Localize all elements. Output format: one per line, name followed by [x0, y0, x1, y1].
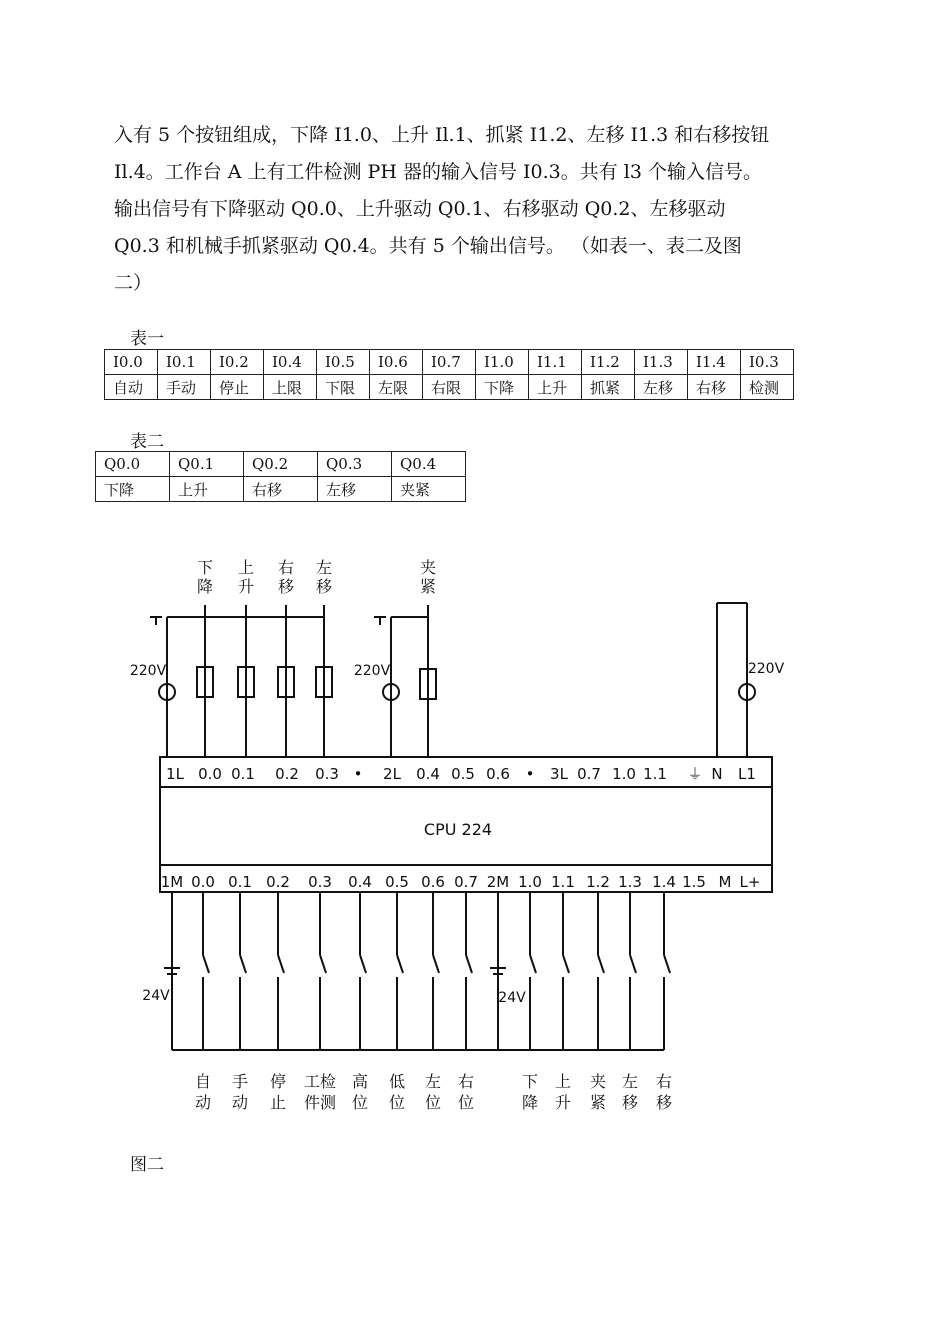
table-cell: 上升	[170, 477, 244, 502]
input-label: 升	[554, 1093, 572, 1112]
top-terminal-label: 0.2	[275, 765, 299, 783]
output-label: 右	[277, 558, 295, 577]
output-label: 移	[277, 577, 295, 596]
input-label: 动	[194, 1093, 212, 1112]
input-label: 移	[621, 1093, 639, 1112]
voltage-label: 220V	[129, 663, 167, 679]
table-cell: 右移	[244, 477, 318, 502]
bottom-terminal-label: 1.0	[518, 873, 542, 891]
table-cell: I1.4	[688, 350, 741, 375]
top-terminal-label: 1.0	[612, 765, 636, 783]
input-label: 低	[388, 1072, 406, 1091]
table-cell: 左移	[635, 375, 688, 400]
top-terminal-label: L1	[738, 765, 756, 783]
table-row	[105, 375, 794, 400]
table-cell: 自动	[105, 375, 158, 400]
switch-icon	[278, 955, 284, 973]
bottom-terminal-label: 1.5	[682, 873, 706, 891]
switch-icon	[320, 955, 326, 973]
top-terminal-label: 2L	[383, 765, 401, 783]
bottom-terminal-label: 0.4	[348, 873, 372, 891]
table-cell: 上升	[529, 375, 582, 400]
bottom-terminal-label: 0.2	[266, 873, 290, 891]
table-cell: I0.5	[317, 350, 370, 375]
switch-icon	[563, 955, 569, 973]
switch-icon	[360, 955, 366, 973]
input-label: 位	[424, 1093, 442, 1112]
table-cell: 左限	[370, 375, 423, 400]
top-terminal-label: 0.7	[577, 765, 601, 783]
table-cell: I0.1	[158, 350, 211, 375]
output-label: 下	[196, 558, 214, 577]
input-label: 止	[269, 1093, 287, 1112]
switch-icon	[630, 955, 636, 973]
paragraph-line: Q0.3 和机械手抓紧驱动 Q0.4。共有 5 个输出信号。 （如表一、表二及图	[114, 235, 742, 257]
voltage-label: 220V	[353, 663, 391, 679]
table-row	[105, 350, 794, 375]
output-label: 升	[237, 577, 255, 596]
input-label: 夹	[589, 1072, 607, 1091]
top-terminal-label: 3L	[550, 765, 568, 783]
table-cell: Q0.0	[96, 452, 170, 477]
table-cell: 夹紧	[392, 477, 466, 502]
switch-icon	[433, 955, 439, 973]
table-cell: Q0.4	[392, 452, 466, 477]
top-terminal-label: 0.0	[198, 765, 222, 783]
bottom-terminal-label: L+	[739, 873, 761, 891]
switch-icon	[203, 955, 209, 973]
input-label: 右	[655, 1072, 673, 1091]
table-row	[96, 477, 466, 502]
table-cell: Q0.2	[244, 452, 318, 477]
table-cell: 上限	[264, 375, 317, 400]
switch-icon	[598, 955, 604, 973]
table-cell: I0.2	[211, 350, 264, 375]
input-label: 位	[351, 1093, 369, 1112]
top-terminal-label: 0.3	[315, 765, 339, 783]
output-label: 夹	[419, 558, 437, 577]
bottom-terminal-label: 0.3	[308, 873, 332, 891]
bottom-terminal-label: 0.7	[454, 873, 478, 891]
output-table	[95, 451, 466, 502]
cpu-label: CPU 224	[423, 820, 493, 839]
bottom-terminal-label: 0.0	[191, 873, 215, 891]
input-label: 高	[351, 1072, 369, 1091]
bottom-terminal-label: 0.1	[228, 873, 252, 891]
table-cell: I1.3	[635, 350, 688, 375]
top-terminal-label: 0.4	[416, 765, 440, 783]
top-terminal-label: 0.6	[486, 765, 510, 783]
table-cell: I0.6	[370, 350, 423, 375]
bottom-terminal-label: M	[718, 873, 732, 891]
table1-caption: 表一	[130, 329, 164, 349]
input-label: 工检	[303, 1072, 337, 1091]
input-label: 件测	[303, 1093, 337, 1112]
table-cell: 下降	[96, 477, 170, 502]
table-cell: 下限	[317, 375, 370, 400]
bottom-terminal-label: 1.4	[652, 873, 676, 891]
top-terminal-label: 1.1	[643, 765, 667, 783]
table-cell: 检测	[741, 375, 794, 400]
top-terminal-label: 0.1	[231, 765, 255, 783]
table-cell: 停止	[211, 375, 264, 400]
top-terminal-label: 0.5	[451, 765, 475, 783]
input-label: 右	[457, 1072, 475, 1091]
input-label: 位	[457, 1093, 475, 1112]
top-terminal-label: •	[353, 765, 363, 783]
bottom-terminal-label: 2M	[486, 873, 510, 891]
top-terminal-label: ⏚	[687, 765, 703, 783]
table-row	[96, 452, 466, 477]
input-label: 自	[194, 1072, 212, 1091]
input-label: 移	[655, 1093, 673, 1112]
table-cell: Q0.3	[318, 452, 392, 477]
top-terminal-label: 1L	[166, 765, 184, 783]
input-label: 上	[554, 1072, 572, 1091]
input-label: 左	[424, 1072, 442, 1091]
switch-icon	[466, 955, 472, 973]
input-label: 紧	[589, 1093, 607, 1112]
table-cell: I0.4	[264, 350, 317, 375]
switch-icon	[240, 955, 246, 973]
paragraph-line: 二）	[114, 272, 153, 294]
paragraph-line: 入有 5 个按钮组成，下降 I1.0、上升 Il.1、抓紧 I1.2、左移 I1.3 和右移按钮	[114, 124, 770, 146]
paragraph-line: Il.4。工作台 A 上有工件检测 PH 器的输入信号 I0.3。共有 l3 个输入信号。	[114, 161, 762, 183]
input-label: 位	[388, 1093, 406, 1112]
table-cell: 手动	[158, 375, 211, 400]
input-label: 下	[521, 1072, 539, 1091]
body-paragraph	[114, 117, 834, 302]
table-cell: 抓紧	[582, 375, 635, 400]
table-cell: 左移	[318, 477, 392, 502]
bottom-terminal-label: 0.6	[421, 873, 445, 891]
table-cell: Q0.1	[170, 452, 244, 477]
input-label: 停	[269, 1072, 287, 1091]
table-cell: I1.1	[529, 350, 582, 375]
bottom-terminal-label: 0.5	[385, 873, 409, 891]
paragraph-line: 输出信号有下降驱动 Q0.0、上升驱动 Q0.1、右移驱动 Q0.2、左移驱动	[114, 198, 726, 220]
table-cell: 右限	[423, 375, 476, 400]
input-label: 动	[231, 1093, 249, 1112]
table-cell: 下降	[476, 375, 529, 400]
input-table	[104, 349, 794, 400]
input-label: 手	[231, 1072, 249, 1091]
voltage-label: 24V	[142, 988, 170, 1004]
output-label: 降	[196, 577, 214, 596]
table-cell: I1.2	[582, 350, 635, 375]
input-label: 左	[621, 1072, 639, 1091]
input-label: 降	[521, 1093, 539, 1112]
top-terminal-label: •	[525, 765, 535, 783]
switch-icon	[530, 955, 536, 973]
bottom-terminal-label: 1.3	[618, 873, 642, 891]
table-cell: I0.3	[741, 350, 794, 375]
bottom-terminal-label: 1M	[160, 873, 184, 891]
table-cell: I0.0	[105, 350, 158, 375]
switch-icon	[664, 955, 670, 973]
output-label: 移	[315, 577, 333, 596]
plc-wiring-diagram	[120, 545, 800, 1125]
bottom-terminal-label: 1.2	[586, 873, 610, 891]
table-cell: 右移	[688, 375, 741, 400]
voltage-label: 24V	[498, 990, 526, 1006]
switch-icon	[397, 955, 403, 973]
voltage-label: 220V	[747, 661, 785, 677]
output-label: 紧	[419, 577, 437, 596]
table2-caption: 表二	[130, 432, 164, 452]
top-terminal-label: N	[711, 765, 723, 783]
output-label: 左	[315, 558, 333, 577]
output-label: 上	[237, 558, 255, 577]
table-cell: I0.7	[423, 350, 476, 375]
table-cell: I1.0	[476, 350, 529, 375]
figure-caption: 图二	[130, 1155, 164, 1175]
bottom-terminal-label: 1.1	[551, 873, 575, 891]
